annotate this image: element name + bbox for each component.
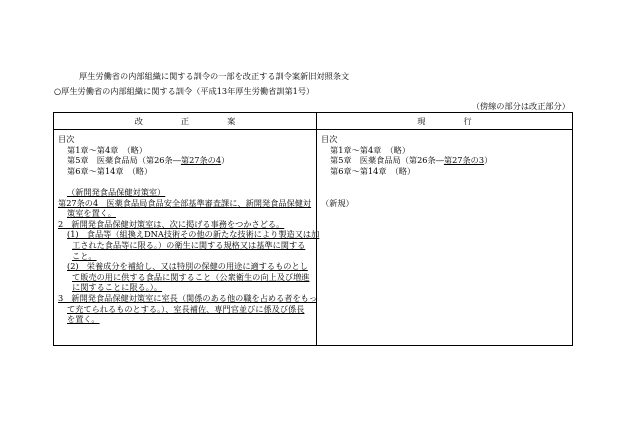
- article-text-line-2: 策室を置く。: [67, 208, 116, 219]
- header-current: 現行: [317, 113, 573, 130]
- current-toc-ch5-changed: 第27条の3: [443, 155, 485, 166]
- document-title: 厚生労働省の内部組織に関する訓令の一部を改正する訓令案新旧対照条文: [79, 71, 350, 81]
- current-toc-label: 目次: [321, 134, 338, 144]
- item-2-line-2: て販売の用に供する食品に関すること（公衆衛生の向上及び増進: [72, 271, 310, 282]
- revised-toc-ch1: 第1章～第4章 （略）: [67, 144, 148, 155]
- table-header-row: [54, 113, 573, 130]
- document-subtitle: ○厚生労働省の内部組織に関する訓令（平成13年厚生労働省訓第1号）: [54, 86, 315, 96]
- current-toc-ch1: 第1章～第4章 （略）: [330, 144, 411, 155]
- article-text-line-1: 第27条の4 医薬食品局食品安全部基準審査課に、新開発食品保健対: [58, 197, 312, 208]
- paragraph-3-line-2: て充てられるものとする。）、室長補佐、専門官並びに係及び係長: [67, 303, 305, 314]
- current-column: [317, 130, 573, 346]
- item-1-line-2: 工された食品等に限る。）の衛生に関する規格又は基準に関する: [72, 239, 306, 250]
- header-revised: 改正案: [54, 113, 317, 130]
- current-toc-ch6: 第6章～第14章 （略）: [330, 165, 416, 176]
- item-2-line-3: に関することに限る。）。: [72, 282, 163, 293]
- current-new-label: （新規）: [321, 197, 354, 208]
- current-toc-ch5: 第5章 医薬食品局（第26条―第27条の3）: [330, 155, 493, 166]
- paragraph-3-line-1: 3 新開発食品保健対策室に室長（関係のある他の職を占める者をもっ: [58, 292, 318, 303]
- revised-column: [54, 130, 320, 346]
- underline-note: （傍線の部分は改正部分）: [471, 101, 570, 111]
- comparison-table: [53, 112, 573, 346]
- article-heading: （新開発食品保健対策室）: [67, 186, 166, 197]
- item-1-line-1: (1) 食品等（組換えDNA技術その他の新たな技術により製造又は加: [67, 229, 320, 240]
- paragraph-2-line-1: 2 新開発食品保健対策室は、次に掲げる事務をつかさどる。: [58, 218, 285, 229]
- revised-toc-ch5-changed: 第27条の4: [180, 155, 222, 166]
- paragraph-3-line-3: を置く。: [67, 314, 100, 325]
- table-body-row: [54, 130, 573, 346]
- revised-toc-ch6: 第6章～第14章 （略）: [67, 165, 153, 176]
- revised-toc-label: 目次: [58, 134, 75, 144]
- item-1-line-3: こと。: [72, 250, 97, 261]
- item-2-line-1: (2) 栄養成分を補給し、又は特別の保健の用途に適するものとし: [67, 261, 308, 272]
- revised-toc-ch5: 第5章 医薬食品局（第26条―第27条の4）: [67, 155, 230, 166]
